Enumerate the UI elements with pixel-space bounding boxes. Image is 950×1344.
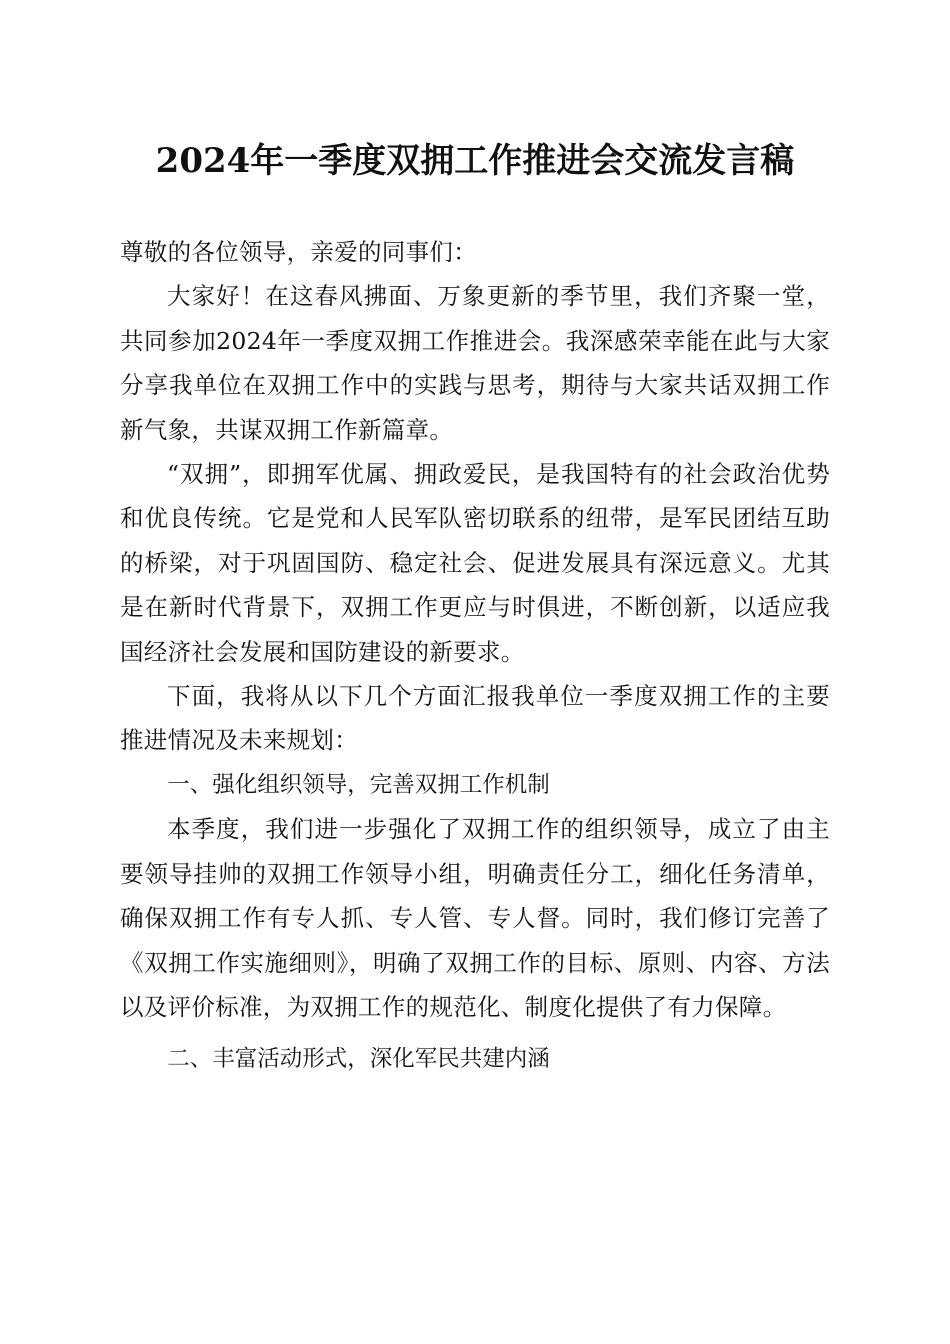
document-body: [120, 230, 830, 1082]
section-1-paragraph: 本季度，我们进一步强化了双拥工作的组织领导，成立了由主要领导挂帅的双拥工作领导小组，明确责任分工，细化任务清单，确保双拥工作有专人抓、专人管、专人督。同时，我们修订完善了《双拥工作实施细则》，明确了双拥工作的目标、原则、内容、方法以及评价标准，为双拥工作的规范化、制度化提供了有力保障。: [120, 815, 830, 1021]
paragraph-shuangyong-meaning: “双拥”，即拥军优属、拥政爱民，是我国特有的社会政治优势和优良传统。它是党和人民军队密切联系的纽带，是军民团结互助的桥梁，对于巩固国防、稳定社会、促进发展具有深远意义。尤其是在新时代背景下，双拥工作更应与时俱进，不断创新，以适应我国经济社会发展和国防建设的新要求。: [120, 460, 830, 666]
paragraph-greeting: 大家好！在这春风拂面、万象更新的季节里，我们齐聚一堂，共同参加2024年一季度双拥工作推进会。我深感荣幸能在此与大家分享我单位在双拥工作中的实践与思考，期待与大家共话双拥工作新气象，共谋双拥工作新篇章。: [120, 282, 830, 444]
paragraph-report-intro: 下面，我将从以下几个方面汇报我单位一季度双拥工作的主要推进情况及未来规划：: [120, 682, 830, 755]
document-title: 2024年一季度双拥工作推进会交流发言稿: [155, 141, 795, 181]
salutation: 尊敬的各位领导，亲爱的同事们：: [120, 238, 477, 266]
section-heading-2: 二、丰富活动形式，深化军民共建内涵: [167, 1046, 550, 1073]
section-heading-1: 一、强化组织领导，完善双拥工作机制: [167, 771, 550, 798]
